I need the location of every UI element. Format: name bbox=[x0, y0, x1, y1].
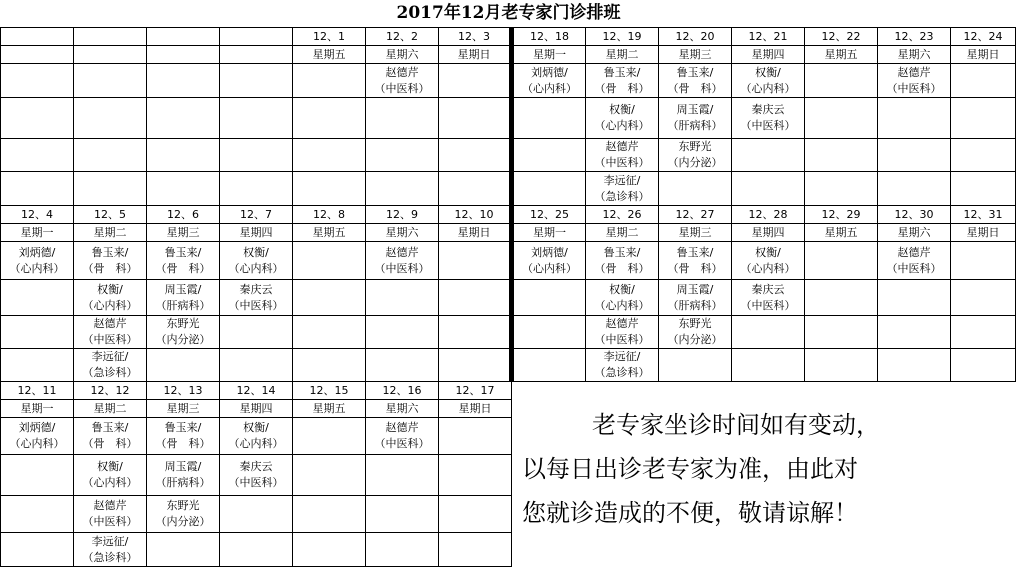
doctor-cell bbox=[659, 172, 732, 206]
doctor-cell: 赵德芹 （中医科） bbox=[878, 64, 951, 98]
date-cell: 12、22 bbox=[805, 28, 878, 46]
date-cell: 12、23 bbox=[878, 28, 951, 46]
weekday-cell: 星期日 bbox=[439, 224, 512, 242]
weekday-cell: 星期四 bbox=[732, 46, 805, 64]
doctor-cell: 秦庆云 （中医科） bbox=[732, 280, 805, 316]
doctor-cell bbox=[293, 533, 366, 567]
doctor-cell bbox=[74, 98, 147, 139]
doctor-cell bbox=[439, 418, 512, 455]
date-row bbox=[1, 206, 1016, 224]
doctor-cell bbox=[878, 316, 951, 349]
weekday-cell: 星期五 bbox=[293, 224, 366, 242]
doctor-cell bbox=[439, 242, 512, 280]
weekday-cell: 星期五 bbox=[805, 46, 878, 64]
doctor-cell bbox=[366, 349, 439, 382]
weekday-cell: 星期二 bbox=[74, 224, 147, 242]
doctor-cell bbox=[220, 496, 293, 533]
date-cell: 12、28 bbox=[732, 206, 805, 224]
date-cell bbox=[74, 28, 147, 46]
doctor-cell bbox=[805, 316, 878, 349]
doctor-cell: 鲁玉来/ （骨 科） bbox=[74, 418, 147, 455]
doctor-cell: 秦庆云 （中医科） bbox=[220, 280, 293, 316]
doctor-row bbox=[1, 64, 1016, 98]
doctor-cell: 周玉霞/ （肝病科） bbox=[147, 455, 220, 496]
doctor-cell bbox=[951, 64, 1016, 98]
doctor-row bbox=[1, 172, 1016, 206]
doctor-cell bbox=[439, 316, 512, 349]
doctor-row bbox=[1, 280, 1016, 316]
doctor-cell bbox=[74, 64, 147, 98]
doctor-row bbox=[1, 316, 1016, 349]
doctor-cell bbox=[1, 349, 74, 382]
doctor-cell bbox=[220, 349, 293, 382]
page-title: 2017年12月老专家门诊排班 bbox=[396, 3, 621, 23]
doctor-cell bbox=[293, 280, 366, 316]
weekday-cell bbox=[220, 46, 293, 64]
weekday-cell: 星期二 bbox=[586, 46, 659, 64]
weekday-cell: 星期五 bbox=[293, 46, 366, 64]
notice-box bbox=[512, 385, 1017, 572]
weekday-cell: 星期日 bbox=[439, 400, 512, 418]
doctor-cell: 权衡/ （心内科） bbox=[586, 98, 659, 139]
date-cell: 12、3 bbox=[439, 28, 512, 46]
doctor-cell bbox=[1, 172, 74, 206]
doctor-cell: 赵德芹 （中医科） bbox=[878, 242, 951, 280]
doctor-cell bbox=[439, 349, 512, 382]
doctor-cell bbox=[293, 64, 366, 98]
doctor-cell bbox=[805, 349, 878, 382]
doctor-cell bbox=[293, 496, 366, 533]
doctor-cell: 周玉霞/ （肝病科） bbox=[659, 280, 732, 316]
doctor-cell bbox=[220, 139, 293, 172]
weekday-cell: 星期一 bbox=[1, 400, 74, 418]
date-cell: 12、19 bbox=[586, 28, 659, 46]
doctor-cell bbox=[366, 280, 439, 316]
doctor-cell bbox=[220, 98, 293, 139]
doctor-cell: 刘炳德/ （心内科） bbox=[512, 64, 586, 98]
doctor-cell: 赵德芹 （中医科） bbox=[74, 496, 147, 533]
doctor-cell bbox=[951, 172, 1016, 206]
doctor-cell bbox=[1, 139, 74, 172]
doctor-cell: 鲁玉来/ （骨 科） bbox=[586, 64, 659, 98]
doctor-cell: 李远征/ （急诊科） bbox=[74, 533, 147, 567]
date-cell: 12、24 bbox=[951, 28, 1016, 46]
doctor-cell bbox=[732, 349, 805, 382]
doctor-cell bbox=[293, 418, 366, 455]
weekday-cell: 星期五 bbox=[805, 224, 878, 242]
date-cell: 12、5 bbox=[74, 206, 147, 224]
doctor-cell: 刘炳德/ （心内科） bbox=[512, 242, 586, 280]
doctor-cell: 李远征/ （急诊科） bbox=[586, 172, 659, 206]
date-cell: 12、8 bbox=[293, 206, 366, 224]
doctor-cell: 权衡/ （心内科） bbox=[732, 64, 805, 98]
doctor-cell bbox=[805, 172, 878, 206]
doctor-cell: 鲁玉来/ （骨 科） bbox=[586, 242, 659, 280]
doctor-cell bbox=[878, 98, 951, 139]
doctor-cell bbox=[878, 172, 951, 206]
doctor-cell bbox=[293, 98, 366, 139]
doctor-cell: 刘炳德/ （心内科） bbox=[1, 418, 74, 455]
date-cell: 12、4 bbox=[1, 206, 74, 224]
doctor-cell bbox=[951, 98, 1016, 139]
doctor-cell: 东野光 （内分泌） bbox=[147, 496, 220, 533]
doctor-cell bbox=[512, 172, 586, 206]
doctor-cell bbox=[439, 496, 512, 533]
doctor-cell bbox=[293, 242, 366, 280]
doctor-cell bbox=[512, 280, 586, 316]
date-cell: 12、25 bbox=[512, 206, 586, 224]
doctor-cell: 东野光 （内分泌） bbox=[659, 316, 732, 349]
doctor-cell bbox=[805, 139, 878, 172]
doctor-cell bbox=[439, 139, 512, 172]
weekday-cell: 星期四 bbox=[220, 400, 293, 418]
doctor-cell bbox=[878, 280, 951, 316]
date-cell: 12、29 bbox=[805, 206, 878, 224]
doctor-cell bbox=[147, 172, 220, 206]
doctor-row bbox=[1, 242, 1016, 280]
doctor-cell bbox=[951, 316, 1016, 349]
doctor-row bbox=[1, 349, 1016, 382]
doctor-cell bbox=[732, 172, 805, 206]
date-cell: 12、18 bbox=[512, 28, 586, 46]
weekday-cell: 星期三 bbox=[147, 400, 220, 418]
doctor-cell bbox=[220, 64, 293, 98]
weekday-cell: 星期六 bbox=[366, 46, 439, 64]
date-cell: 12、31 bbox=[951, 206, 1016, 224]
doctor-cell bbox=[1, 64, 74, 98]
doctor-cell bbox=[1, 496, 74, 533]
doctor-cell bbox=[366, 496, 439, 533]
doctor-cell bbox=[439, 64, 512, 98]
weekday-row bbox=[1, 224, 1016, 242]
doctor-cell bbox=[220, 533, 293, 567]
date-cell: 12、15 bbox=[293, 382, 366, 400]
weekday-cell bbox=[74, 46, 147, 64]
doctor-cell: 李远征/ （急诊科） bbox=[74, 349, 147, 382]
weekday-cell bbox=[147, 46, 220, 64]
doctor-cell: 权衡/ （心内科） bbox=[732, 242, 805, 280]
doctor-cell bbox=[1, 455, 74, 496]
doctor-cell: 秦庆云 （中医科） bbox=[220, 455, 293, 496]
doctor-cell bbox=[1, 98, 74, 139]
doctor-cell: 权衡/ （心内科） bbox=[586, 280, 659, 316]
weekday-cell: 星期三 bbox=[659, 224, 732, 242]
doctor-cell bbox=[366, 533, 439, 567]
date-cell: 12、12 bbox=[74, 382, 147, 400]
doctor-cell bbox=[878, 139, 951, 172]
doctor-cell bbox=[1, 280, 74, 316]
doctor-cell: 赵德芹 （中医科） bbox=[366, 242, 439, 280]
doctor-cell bbox=[74, 139, 147, 172]
doctor-cell bbox=[732, 316, 805, 349]
date-cell: 12、21 bbox=[732, 28, 805, 46]
notice-line-3: 您就诊造成的不便，敬请谅解！ bbox=[522, 499, 858, 527]
doctor-cell: 东野光 （内分泌） bbox=[147, 316, 220, 349]
weekday-cell: 星期日 bbox=[951, 224, 1016, 242]
doctor-cell bbox=[439, 172, 512, 206]
doctor-cell: 赵德芹 （中医科） bbox=[366, 418, 439, 455]
doctor-cell bbox=[366, 316, 439, 349]
weekday-cell: 星期六 bbox=[366, 400, 439, 418]
doctor-cell: 鲁玉来/ （骨 科） bbox=[659, 242, 732, 280]
date-cell: 12、6 bbox=[147, 206, 220, 224]
weekday-cell: 星期四 bbox=[732, 224, 805, 242]
weekday-row bbox=[1, 46, 1016, 64]
doctor-cell bbox=[220, 172, 293, 206]
doctor-cell bbox=[147, 533, 220, 567]
doctor-cell bbox=[951, 242, 1016, 280]
doctor-cell bbox=[951, 280, 1016, 316]
doctor-cell: 刘炳德/ （心内科） bbox=[1, 242, 74, 280]
date-cell: 12、30 bbox=[878, 206, 951, 224]
doctor-cell bbox=[439, 455, 512, 496]
weekday-cell: 星期一 bbox=[512, 46, 586, 64]
doctor-row bbox=[1, 139, 1016, 172]
weekday-cell: 星期二 bbox=[586, 224, 659, 242]
doctor-cell: 权衡/ （心内科） bbox=[220, 242, 293, 280]
date-cell: 12、1 bbox=[293, 28, 366, 46]
date-cell: 12、10 bbox=[439, 206, 512, 224]
date-cell: 12、26 bbox=[586, 206, 659, 224]
doctor-cell bbox=[366, 139, 439, 172]
doctor-cell bbox=[805, 98, 878, 139]
date-cell: 12、16 bbox=[366, 382, 439, 400]
doctor-cell bbox=[805, 242, 878, 280]
weekday-cell: 星期六 bbox=[878, 224, 951, 242]
doctor-cell bbox=[659, 349, 732, 382]
doctor-cell bbox=[512, 316, 586, 349]
doctor-cell bbox=[439, 98, 512, 139]
doctor-cell: 赵德芹 （中医科） bbox=[74, 316, 147, 349]
doctor-cell: 鲁玉来/ （骨 科） bbox=[74, 242, 147, 280]
weekday-cell: 星期一 bbox=[512, 224, 586, 242]
weekday-cell: 星期日 bbox=[439, 46, 512, 64]
date-cell: 12、27 bbox=[659, 206, 732, 224]
doctor-cell: 鲁玉来/ （骨 科） bbox=[147, 418, 220, 455]
doctor-cell bbox=[147, 139, 220, 172]
weekday-cell: 星期四 bbox=[220, 224, 293, 242]
date-cell: 12、7 bbox=[220, 206, 293, 224]
doctor-cell bbox=[293, 316, 366, 349]
weekday-cell: 星期三 bbox=[659, 46, 732, 64]
doctor-cell bbox=[951, 349, 1016, 382]
doctor-cell bbox=[439, 280, 512, 316]
doctor-cell bbox=[293, 172, 366, 206]
doctor-cell: 权衡/ （心内科） bbox=[74, 280, 147, 316]
doctor-cell bbox=[366, 172, 439, 206]
date-row bbox=[1, 28, 1016, 46]
date-cell: 12、2 bbox=[366, 28, 439, 46]
doctor-cell bbox=[512, 139, 586, 172]
weekday-cell: 星期三 bbox=[147, 224, 220, 242]
doctor-cell: 赵德芹 （中医科） bbox=[586, 139, 659, 172]
doctor-cell: 周玉霞/ （肝病科） bbox=[659, 98, 732, 139]
doctor-cell bbox=[805, 280, 878, 316]
weekday-cell: 星期五 bbox=[293, 400, 366, 418]
weekday-cell: 星期六 bbox=[878, 46, 951, 64]
date-cell bbox=[220, 28, 293, 46]
doctor-cell bbox=[366, 98, 439, 139]
doctor-cell: 鲁玉来/ （骨 科） bbox=[147, 242, 220, 280]
doctor-cell bbox=[74, 172, 147, 206]
doctor-cell bbox=[878, 349, 951, 382]
date-cell: 12、17 bbox=[439, 382, 512, 400]
doctor-cell bbox=[220, 316, 293, 349]
doctor-cell bbox=[512, 349, 586, 382]
weekday-cell: 星期一 bbox=[1, 224, 74, 242]
doctor-cell: 东野光 （内分泌） bbox=[659, 139, 732, 172]
doctor-cell: 赵德芹 （中医科） bbox=[366, 64, 439, 98]
date-cell: 12、20 bbox=[659, 28, 732, 46]
doctor-cell: 鲁玉来/ （骨 科） bbox=[659, 64, 732, 98]
date-cell: 12、14 bbox=[220, 382, 293, 400]
doctor-cell bbox=[805, 64, 878, 98]
doctor-cell bbox=[293, 455, 366, 496]
doctor-cell bbox=[951, 139, 1016, 172]
doctor-cell bbox=[439, 533, 512, 567]
weekday-cell: 星期二 bbox=[74, 400, 147, 418]
date-cell: 12、9 bbox=[366, 206, 439, 224]
doctor-cell bbox=[512, 98, 586, 139]
doctor-cell bbox=[147, 349, 220, 382]
doctor-cell bbox=[1, 316, 74, 349]
doctor-cell: 赵德芹 （中医科） bbox=[586, 316, 659, 349]
doctor-cell: 李远征/ （急诊科） bbox=[586, 349, 659, 382]
notice-line-2: 以每日出诊老专家为准，由此对 bbox=[522, 455, 858, 483]
date-cell bbox=[147, 28, 220, 46]
doctor-cell: 周玉霞/ （肝病科） bbox=[147, 280, 220, 316]
notice-line-1: 老专家坐诊时间如有变动， bbox=[592, 411, 880, 439]
weekday-cell bbox=[1, 46, 74, 64]
doctor-cell bbox=[1, 533, 74, 567]
date-cell: 12、11 bbox=[1, 382, 74, 400]
doctor-cell bbox=[732, 139, 805, 172]
doctor-cell: 权衡/ （心内科） bbox=[220, 418, 293, 455]
doctor-cell: 权衡/ （心内科） bbox=[74, 455, 147, 496]
doctor-row bbox=[1, 98, 1016, 139]
doctor-cell bbox=[366, 455, 439, 496]
doctor-cell bbox=[293, 139, 366, 172]
date-cell bbox=[1, 28, 74, 46]
weekday-cell: 星期日 bbox=[951, 46, 1016, 64]
doctor-cell: 秦庆云 （中医科） bbox=[732, 98, 805, 139]
doctor-cell bbox=[147, 98, 220, 139]
doctor-cell bbox=[147, 64, 220, 98]
doctor-cell bbox=[293, 349, 366, 382]
date-cell: 12、13 bbox=[147, 382, 220, 400]
weekday-cell: 星期六 bbox=[366, 224, 439, 242]
